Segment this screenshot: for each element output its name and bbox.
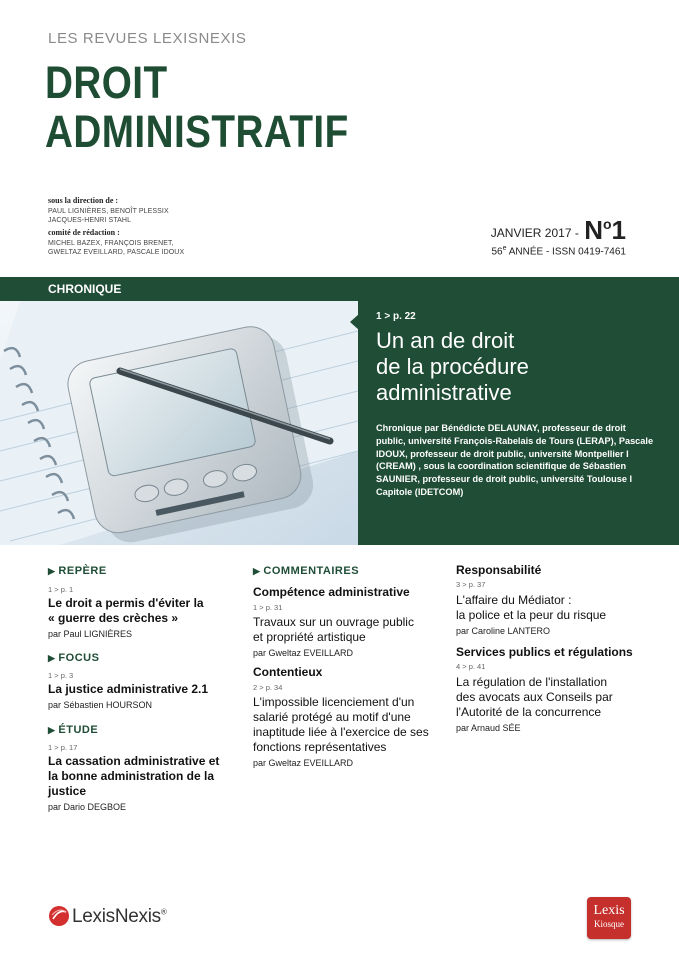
focus-ref: 1 > p. 3 xyxy=(48,671,74,680)
kiosque-line1: Lexis xyxy=(593,903,625,918)
journal-title-line1: DROIT xyxy=(45,57,168,108)
pda-illustration xyxy=(0,301,358,545)
responsabilite-author: par Caroline LANTERO xyxy=(456,626,551,636)
direction-label: sous la direction de : xyxy=(48,196,119,205)
contentieux-author: par Gweltaz EVEILLARD xyxy=(253,758,354,768)
services-category: Services publics et régulations xyxy=(456,645,633,659)
chronique-ref: 1 > p. 22 xyxy=(376,311,416,322)
repere-title[interactable]: Le droit a permis d'éviter la « guerre des crèches » xyxy=(48,596,204,625)
commentaires-heading: ▶ COMMENTAIRES xyxy=(253,565,360,577)
triangle-icon: ▶ xyxy=(48,653,56,663)
competence-category: Compétence administrative xyxy=(253,585,410,599)
etude-ref: 1 > p. 17 xyxy=(48,743,78,752)
chronique-title-line3: administrative xyxy=(376,380,512,405)
repere-author: par Paul LIGNIÈRES xyxy=(48,629,133,639)
competence-author: par Gweltaz EVEILLARD xyxy=(253,648,354,658)
comite-names xyxy=(48,239,184,257)
direction-names-line2: JACQUES-HENRI STAHL xyxy=(48,217,132,224)
direction-names-line1: PAUL LIGNIÈRES, BENOÎT PLESSIX xyxy=(48,208,169,215)
chronique-title-line2: de la procédure xyxy=(376,354,529,379)
competence-title[interactable]: Travaux sur un ouvrage public et propriété artistique xyxy=(253,615,414,644)
contentieux-ref: 2 > p. 34 xyxy=(253,683,283,692)
issn-line: 56e ANNÉE - ISSN 0419-7461 xyxy=(491,245,626,258)
issue-info xyxy=(491,215,626,246)
responsabilite-category: Responsabilité xyxy=(456,563,542,577)
issue-number: $N^o1$ xyxy=(584,215,626,245)
series-name: LES REVUES LEXISNEXIS xyxy=(48,30,247,47)
journal-title-line2: ADMINISTRATIF xyxy=(45,106,349,157)
editorial-board xyxy=(48,196,184,257)
contentieux-category: Contentieux xyxy=(253,665,323,679)
responsabilite-title[interactable]: L'affaire du Médiator : la police et la peur du risque xyxy=(456,593,607,622)
services-author: par Arnaud SÉE xyxy=(456,723,521,733)
competence-ref: 1 > p. 31 xyxy=(253,603,283,612)
comite-names-line2: GWELTAZ EVEILLARD, PASCALE IDOUX xyxy=(48,249,185,256)
publisher-name: LexisNexis® xyxy=(72,906,167,927)
etude-heading: ▶ ÉTUDE xyxy=(48,724,99,736)
lexis-kiosque-badge[interactable] xyxy=(587,897,631,939)
chronique-title[interactable] xyxy=(376,328,666,406)
direction-names xyxy=(48,207,184,225)
etude-author: par Dario DEGBOE xyxy=(48,802,127,812)
repere-ref: 1 > p. 1 xyxy=(48,585,74,594)
column-1 xyxy=(48,565,238,812)
journal-title xyxy=(45,58,349,156)
focus-heading: ▶ FOCUS xyxy=(48,652,100,664)
chronique-title-line1: Un an de droit xyxy=(376,328,515,353)
lexisnexis-logo-icon xyxy=(48,905,70,927)
cover-photo xyxy=(0,301,358,545)
column-2 xyxy=(253,565,443,768)
kiosque-line2: Kiosque xyxy=(594,919,624,929)
focus-author: par Sébastien HOURSON xyxy=(48,700,153,710)
services-title[interactable]: La régulation de l'installation des avocats aux Conseils par l'Autorité de la concurrence xyxy=(456,675,613,719)
chronique-label: CHRONIQUE xyxy=(0,277,358,301)
column-3 xyxy=(456,563,656,733)
comite-label: comité de rédaction : xyxy=(48,228,120,237)
contentieux-title[interactable]: L'impossible licenciement d'un salarié protégé au motif d'une inaptitude liée à l'exercice de ses fonctions représentatives xyxy=(253,695,429,754)
triangle-icon: ▶ xyxy=(48,725,56,735)
etude-title[interactable]: La cassation administrative et la bonne administration de la justice xyxy=(48,754,220,798)
services-ref: 4 > p. 41 xyxy=(456,662,486,671)
triangle-icon: ▶ xyxy=(253,566,261,576)
repere-heading: ▶ REPÈRE xyxy=(48,565,107,577)
panel-notch xyxy=(350,314,359,330)
triangle-icon: ▶ xyxy=(48,566,56,576)
issue-date: JANVIER 2017 - xyxy=(490,226,579,240)
responsabilite-ref: 3 > p. 37 xyxy=(456,580,486,589)
focus-title[interactable]: La justice administrative 2.1 xyxy=(48,682,209,696)
comite-names-line1: MICHEL BAZEX, FRANÇOIS BRENET, xyxy=(48,240,174,247)
chronique-description: Chronique par Bénédicte DELAUNAY, professeur de droit public, université François-Rabelais de Tours (LERAP), Pascale IDOUX, professeur de droit public, université Montpellier I (CREAM) , sous la coordination scientifique de Sébastien SAUNIER, professeur de droit public, université Toulouse I Capitole (IDETCOM) xyxy=(376,423,654,497)
